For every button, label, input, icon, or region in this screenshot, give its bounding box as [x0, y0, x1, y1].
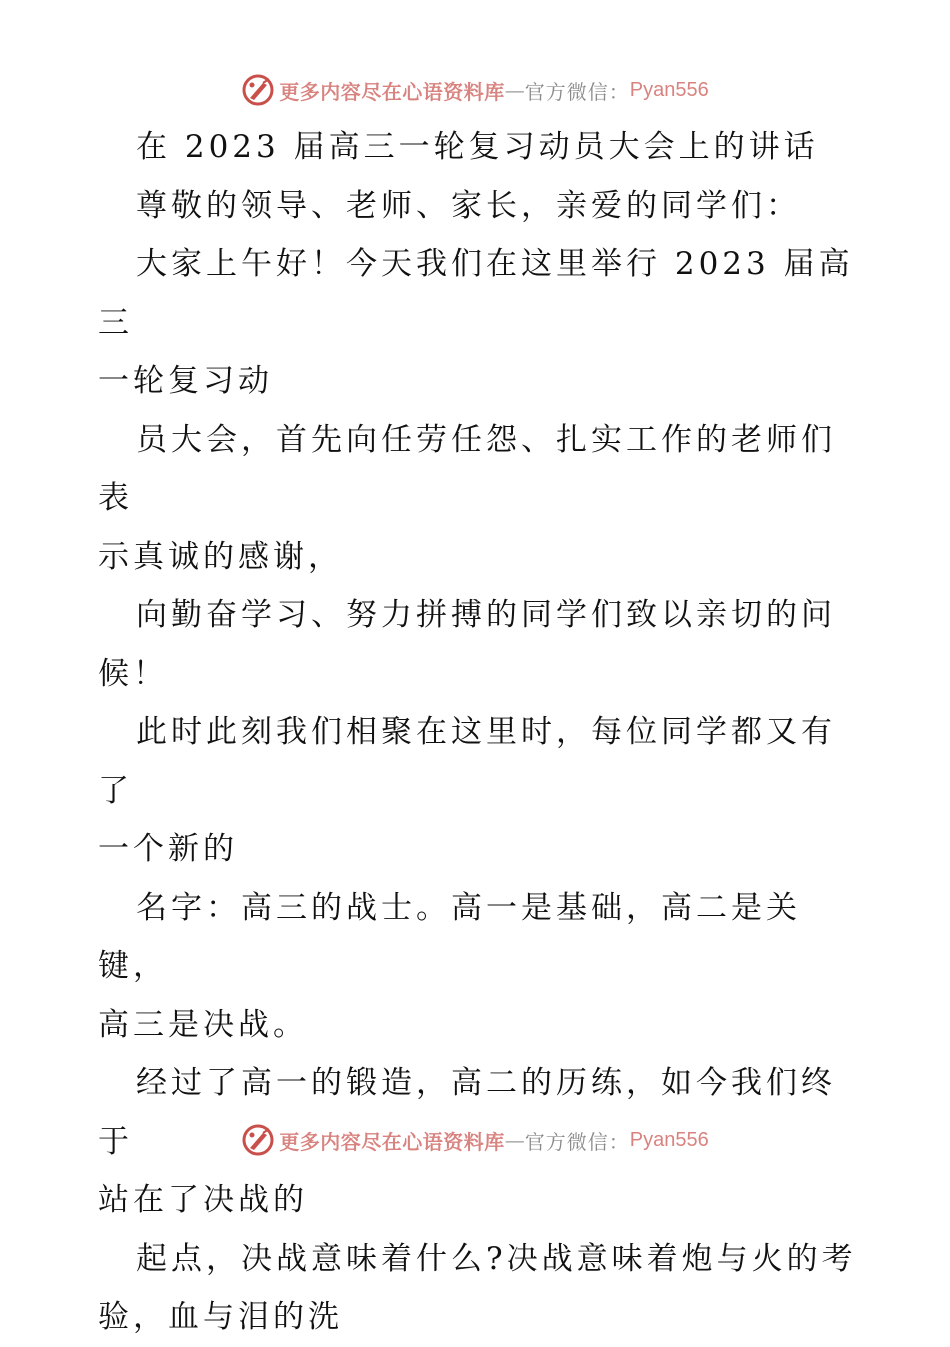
wechat-label: 官方微信： — [524, 1129, 630, 1154]
text-line: 在 2023 届高三一轮复习动员大会上的讲话 — [136, 129, 819, 165]
text-line: 一轮复习动 — [98, 363, 273, 399]
text-line: 示真诚的感谢， — [98, 538, 343, 575]
footer-banner[interactable] — [0, 1120, 950, 1160]
text-line: 大家上午好！今天我们在这里举行 2023 届高三 — [98, 246, 854, 341]
text-line: 尊敬的领导、老师、家长，亲爱的同学们： — [136, 187, 801, 224]
wechat-label: 官方微信： — [524, 79, 630, 104]
text-line: 员大会，首先向任劳任怨、扎实工作的老师们表 — [98, 421, 836, 516]
text-line: 候！ — [98, 655, 168, 692]
wechat-id: Pyan556 — [629, 78, 709, 101]
text-line: 一个新的 — [98, 831, 238, 867]
wechat-id: Pyan556 — [629, 1128, 709, 1151]
quill-circle-logo-icon — [241, 73, 275, 107]
text-line: 名字：高三的战士。高一是基础，高二是关键， — [98, 889, 801, 984]
text-line: 向勤奋学习、努力拼搏的同学们致以亲切的问 — [136, 597, 836, 633]
banner-text: 更多内容尽在心语资料库 — [279, 79, 505, 104]
speech-body — [98, 118, 858, 1347]
text-line: 站在了决战的 — [98, 1182, 308, 1218]
quill-circle-logo-icon — [241, 1123, 275, 1157]
header-banner[interactable] — [0, 70, 950, 110]
text-line: 经过了高一的锻造，高二的历练，如今我们终于 — [98, 1065, 836, 1160]
text-line: 验，血与泪的洗 — [98, 1299, 343, 1335]
text-line: 高三是决战。 — [98, 1006, 308, 1043]
banner-text: 更多内容尽在心语资料库 — [279, 1129, 505, 1154]
banner-dash: — — [504, 1128, 525, 1152]
text-line: 此时此刻我们相聚在这里时，每位同学都又有了 — [98, 714, 836, 809]
text-line: 起点，决战意味着什么?决战意味着炮与火的考 — [136, 1240, 857, 1277]
banner-dash: — — [504, 78, 525, 102]
